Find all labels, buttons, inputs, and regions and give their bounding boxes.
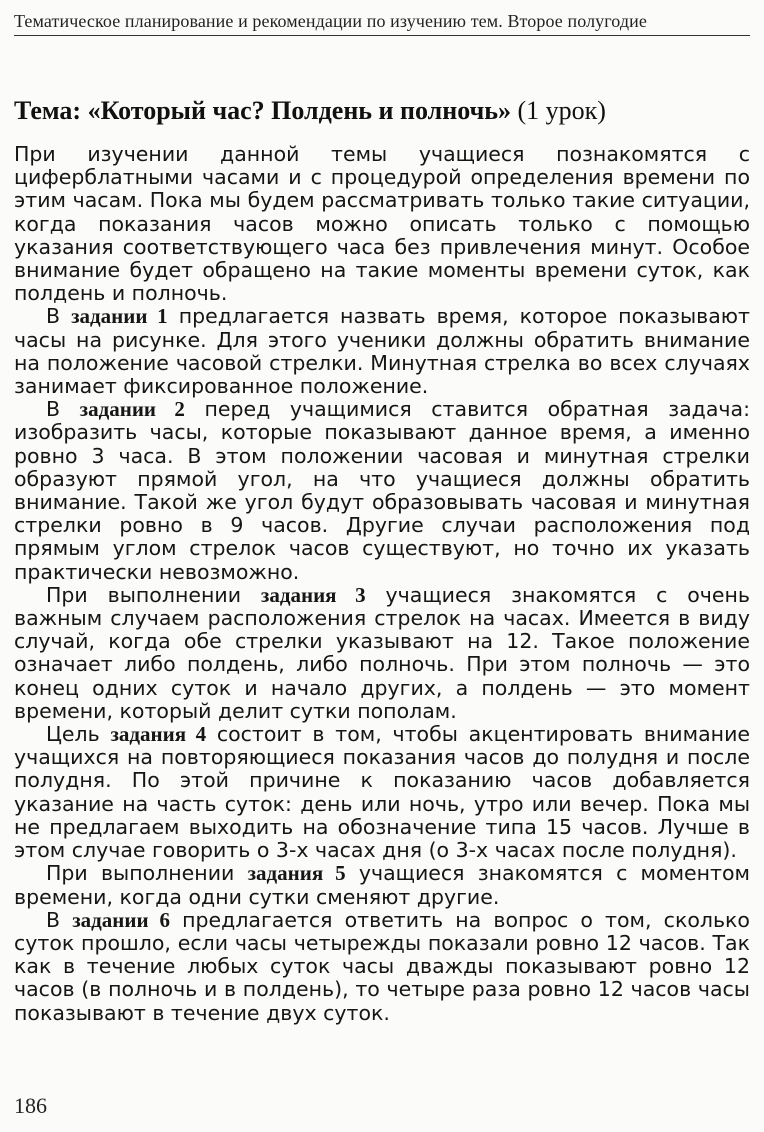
paragraph-intro [14,143,750,305]
paragraph-lead: В [46,397,80,422]
paragraph-text: предлагается ответить на вопрос о том, сколько суток прошло, если часы четырежды показали ровно 12 часов. Так как в течение любых суток часы дважды показывают ровно 12 часов (в полночь и в полдень), то четыре раза ровно 12 часов часы показывают в течение двух суток. [14,907,750,1025]
paragraph-lead: При выполнении [46,861,248,886]
paragraph-text: учащиеся знакомятся с моментом времени, когда одни сутки сменяют другие. [14,861,750,909]
body-text [14,143,750,1025]
task-reference: задания 3 [260,582,366,607]
paragraph-text: предлагается назвать время, которое показывают часы на рисунке. Для этого ученики должны обратить внимание на положение часовой стрелки. Минутная стрелка во всех случаях занимает фиксированное положение. [14,304,750,399]
paragraph-text: При изучении данной темы учащиеся познакомятся с циферблатными часами и с процедурой определения времени по этим часам. Пока мы будем рассматривать только такие ситуации, когда показания часов можно описать только с помощью указания соответствующего часа без привлечения минут. Особое внимание будет обращено на такие моменты времени суток, как полдень и полночь. [14,142,750,306]
paragraph-task-3 [14,584,750,723]
paragraph-lead: В [46,304,72,329]
paragraph-text: состоит в том, чтобы акцентировать внимание учащихся на повторяющиеся показания часов до полудня и после полудня. По этой причине к показанию часов добавляется указание на часть суток: день или ночь, утро или вечер. Пока мы не предлагаем выходить на обозначение типа 15 часов. Лучше в этом случае говорить о 3-х часах дня (о 3-х часах после полудня). [14,722,750,863]
topic-title-lesson-count: (1 урок) [510,96,606,125]
paragraph-task-1 [14,305,750,398]
task-reference: задания 5 [247,861,346,886]
header-rule [14,35,750,36]
paragraph-text: учащиеся знакомятся с очень важным случаем расположения стрелок на часах. Имеется в виду случай, когда обе стрелки указывают на 12. Такое положение означает либо полдень, либо полночь. При этом полночь — это конец одних суток и начало других, а полдень — это момент времени, который делит сутки пополам. [14,582,751,723]
task-reference: задании 2 [79,397,185,422]
task-reference: задания 4 [110,722,207,747]
page-number: 186 [14,1093,47,1118]
paragraph-task-5 [14,862,750,908]
paragraph-task-2 [14,398,750,584]
paragraph-text: перед учащимися ставится обратная задача: изобразить часы, которые показывают данное время, а именно ровно 3 часа. В этом положении часовая и минутная стрелки образуют прямой угол, на что учащиеся должны обратить внимание. Такой же угол будут образовывать часовая и минутная стрелки ровно в 9 часов. Другие случаи расположения под прямым углом стрелок часов существуют, но точно их указать практически невозможно. [14,397,750,584]
paragraph-lead: При выполнении [46,582,261,607]
topic-title [14,96,750,126]
topic-title-main: Тема: «Который час? Полдень и полночь» [14,96,511,125]
paragraph-task-4 [14,723,750,862]
paragraph-task-6 [14,909,750,1025]
task-reference: задании 6 [72,907,170,932]
task-reference: задании 1 [71,304,168,329]
running-head: Тематическое планирование и рекомендации по изучению тем. Второе полугодие [14,11,647,31]
paragraph-lead: В [46,907,73,932]
paragraph-lead: Цель [46,722,111,747]
